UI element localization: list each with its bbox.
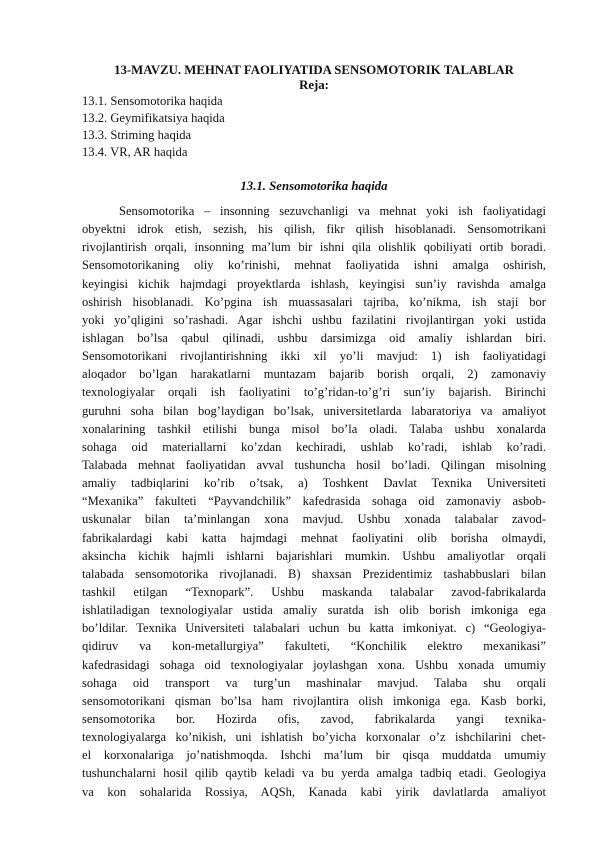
toc-item: 13.3. Striming haqida	[82, 128, 192, 142]
body-line: Sensomotorikani rivojlantirishning ikki xil yo’li mavjud: 1) ish faoliyatidagi	[82, 349, 546, 364]
body-line: uskunalar bilan ta’minlangan xona mavjud. Ushbu xonada talabalar zavod-	[82, 512, 546, 527]
table-of-contents	[82, 93, 225, 161]
body-line: rivojlantirish orqali, insonning ma’lum bir ishni qila olishlik qobiliyati ortib boradi.	[82, 240, 546, 255]
body-line: yoki yo’qligini so’rashadi. Agar ishchi ushbu fazilatini rivojlantirgan yoki ustida	[82, 312, 546, 327]
toc-item: 13.1. Sensomotorika haqida	[82, 94, 223, 108]
body-line: qidiruv va kon-metallurgiya” fakulteti, “Konchilik elektro mexanikasi”	[82, 639, 546, 654]
body-line: keyingisi kichik hajmdagi proyektlarda ishlash, keyingisi sun’iy ravishda amalga	[82, 276, 546, 291]
body-line: talabada sensomotorika rivojlanadi. B) shaxsan Prezidentimiz tashabbuslari bilan	[82, 566, 546, 581]
body-line: ishlatiladigan texnologiyalar ustida amaliy suratda ish olib borish imkoniga ega	[82, 603, 546, 618]
body-line: obyektni idrok etish, sezish, his qilish, fikr qilish hisoblanadi. Sensomotrikani	[82, 222, 546, 237]
body-line: aloqador bo’lgan harakatlarni muntazam bajarib borish orqali, 2) zamonaviy	[82, 367, 546, 382]
body-line: va kon sohalarida Rossiya, AQSh, Kanada kabi yirik davlatlarda amaliyot	[82, 784, 546, 799]
body-line: bo’ldilar. Texnika Universiteti talabalari uchun bu katta imkoniyat. c) “Geologiya-	[82, 621, 546, 636]
plan-heading: Reja:	[299, 78, 329, 92]
body-line: ishlagan bo’lsa qabul qilinadi, ushbu darsimizga oid amaliy ishlardan biri.	[82, 330, 546, 345]
body-line: texnologiyalarga ko’nikish, uni ishlatish bo’yicha korxonalar o’z ishchilarini chet-	[82, 730, 546, 745]
body-line: sohaga oid materiallarni ko’zdan kechiradi, ushlab ko’radi, ishlab ko’radi.	[82, 439, 546, 454]
body-line: sensomotorikani qisman bo’lsa ham rivojlantira olish imkoniga ega. Kasb borki,	[82, 693, 546, 708]
toc-item: 13.2. Geymifikatsiya haqida	[82, 111, 225, 125]
body-line: sohaga oid transport va turg’un mashinalar mavjud. Talaba shu orqali	[82, 675, 546, 690]
body-line: Talabada mehnat faoliyatidan avval tushuncha hosil bo’ladi. Qilingan misolning	[82, 457, 546, 472]
body-line: kafedrasidagi sohaga oid texnologiyalar joylashgan xona. Ushbu xonada umumiy	[82, 657, 546, 672]
body-line: guruhni soha bilan bog’laydigan bo’lsak, universitetlarda labaratoriya va amaliyot	[82, 403, 546, 418]
body-line: tushunchalarni hosil qilib qaytib keladi va bu yerda amalga tadbiq etadi. Geologiya	[82, 766, 546, 781]
body-line: Sensomotorika – insonning sezuvchanligi va mehnat yoki ish faoliyatidagi	[119, 204, 546, 218]
body-line: amaliy tadbiqlarini ko’rib o’tsak, a) Toshkent Davlat Texnika Universiteti	[82, 476, 546, 491]
body-line: tashkil etilgan “Texnopark”. Ushbu maskanda talabalar zavod-fabrikalarda	[82, 584, 546, 599]
toc-item: 13.4. VR, AR haqida	[82, 145, 188, 159]
body-line: “Mexanika” fakulteti “Payvandchilik” kafedrasida sohaga oid zamonaviy asbob-	[82, 494, 546, 509]
page-title: 13-MAVZU. MEHNAT FAOLIYATIDA SENSOMOTORIK TALABLAR	[114, 63, 514, 77]
body-line: xonalarining tashkil etilishi bunga misol bo’la oladi. Talaba ushbu xonalarda	[82, 421, 546, 436]
body-line: aksincha kichik hajmli ishlarni bajarishlari mumkin. Ushbu amaliyotlar orqali	[82, 548, 546, 563]
body-text	[82, 202, 546, 801]
body-line: el korxonalariga jo’natishmoqda. Ishchi ma’lum bir qisqa muddatda umumiy	[82, 748, 546, 763]
body-line: oshirish hisoblanadi. Ko’pgina ish muassasalari tajriba, ko’nikma, ish staji bor	[82, 294, 546, 309]
section-heading: 13.1. Sensomotorika haqida	[240, 179, 388, 193]
body-line: sensomotorika bor. Hozirda ofis, zavod, fabrikalarda yangi texnika-	[82, 711, 546, 726]
body-line: Sensomotorikaning oliy ko’rinishi, mehnat faoliyatida ishni amalga oshirish,	[82, 258, 546, 273]
body-line: texnologiyalar orqali ish faoliyatini to’g’ridan-to’g’ri sun’iy bajarish. Birinchi	[82, 385, 546, 400]
body-line: fabrikalardagi kabi katta hajmdagi mehnat faoliyatini olib borisha olmaydi,	[82, 530, 546, 545]
